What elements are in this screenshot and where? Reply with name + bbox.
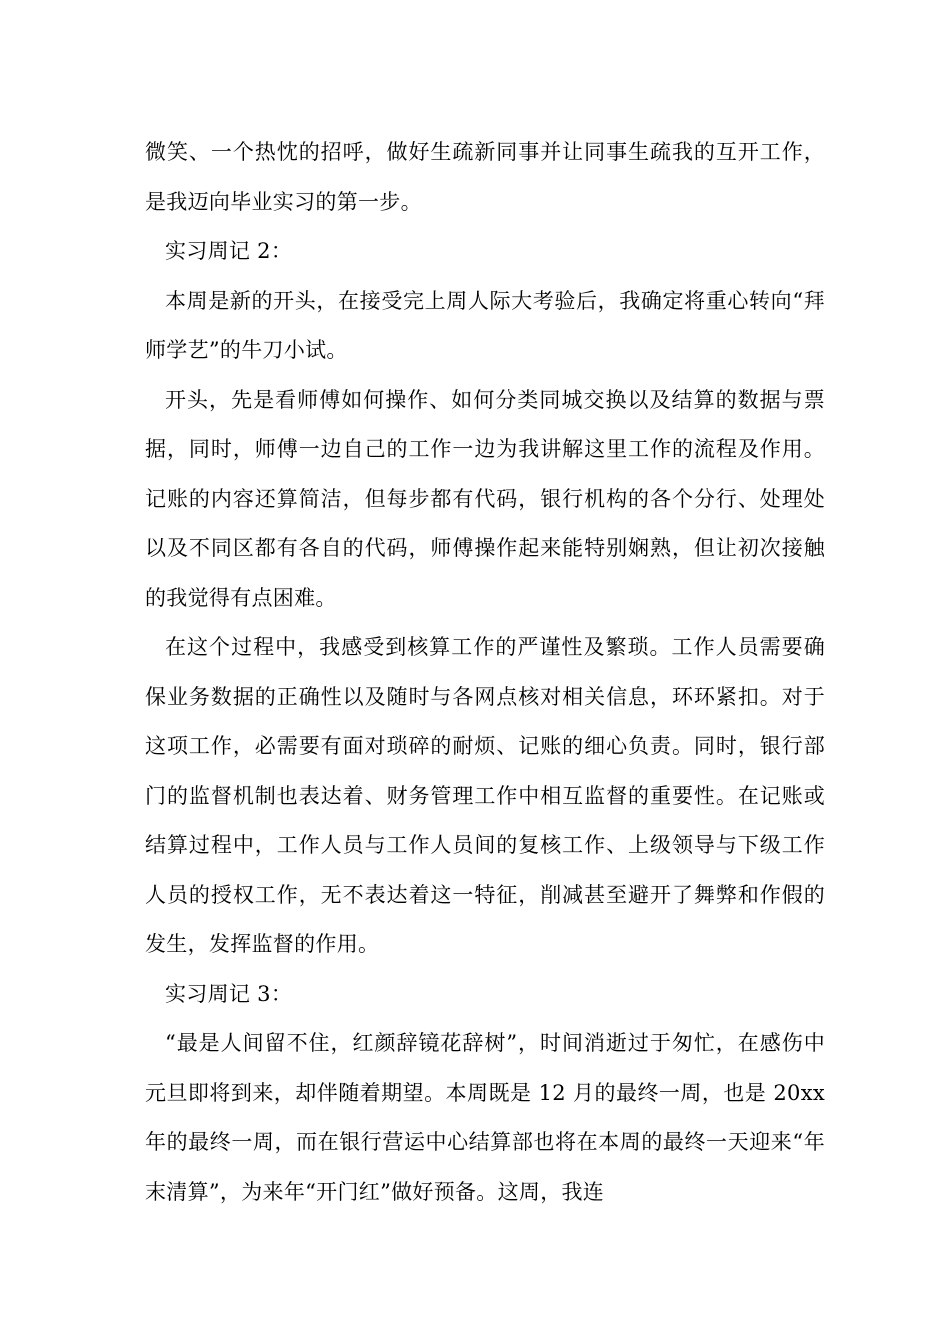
paragraph-week-2-intro: 本周是新的开头，在接受完上周人际大考验后，我确定将重心转向“拜师学艺”的牛刀小试。 — [145, 288, 825, 362]
paragraph-week-3-intro: “最是人间留不住，红颜辞镜花辞树”，时间消逝过于匆忙，在感伤中元旦即将到来，却伴随着期望。本周既是 12 月的最终一周，也是 20xx 年的最终一周，而在银行营运中心结算部也将在本周的最终一天迎来“年末清算”，为来年“开门红”做好预备。这周，我连 — [145, 1031, 825, 1204]
document-body — [145, 128, 825, 1217]
paragraph-week-2-reflection: 在这个过程中，我感受到核算工作的严谨性及繁琐。工作人员需要确保业务数据的正确性以及随时与各网点核对相关信息，环环紧扣。对于这项工作，必需要有面对琐碎的耐烦、记账的细心负责。同时，银行部门的监督机制也表达着、财务管理工作中相互监督的重要性。在记账或结算过程中，工作人员与工作人员间的复核工作、上级领导与下级工作人员的授权工作，无不表达着这一特征，削减甚至避开了舞弊和作假的发生，发挥监督的作用。 — [145, 635, 825, 956]
section-heading-week-3: 实习周记 3： — [165, 981, 293, 1006]
paragraph-week-2-operations: 开头，先是看师傅如何操作、如何分类同城交换以及结算的数据与票据，同时，师傅一边自己的工作一边为我讲解这里工作的流程及作用。记账的内容还算简洁，但每步都有代码，银行机构的各个分行、处理处以及不同区都有各自的代码，师傅操作起来能特别娴熟，但让初次接触的我觉得有点困难。 — [145, 387, 825, 610]
paragraph-continuation: 微笑、一个热忱的招呼，做好生疏新同事并让同事生疏我的互开工作，是我迈向毕业实习的第一步。 — [145, 140, 825, 214]
section-heading-week-2: 实习周记 2： — [165, 239, 293, 263]
